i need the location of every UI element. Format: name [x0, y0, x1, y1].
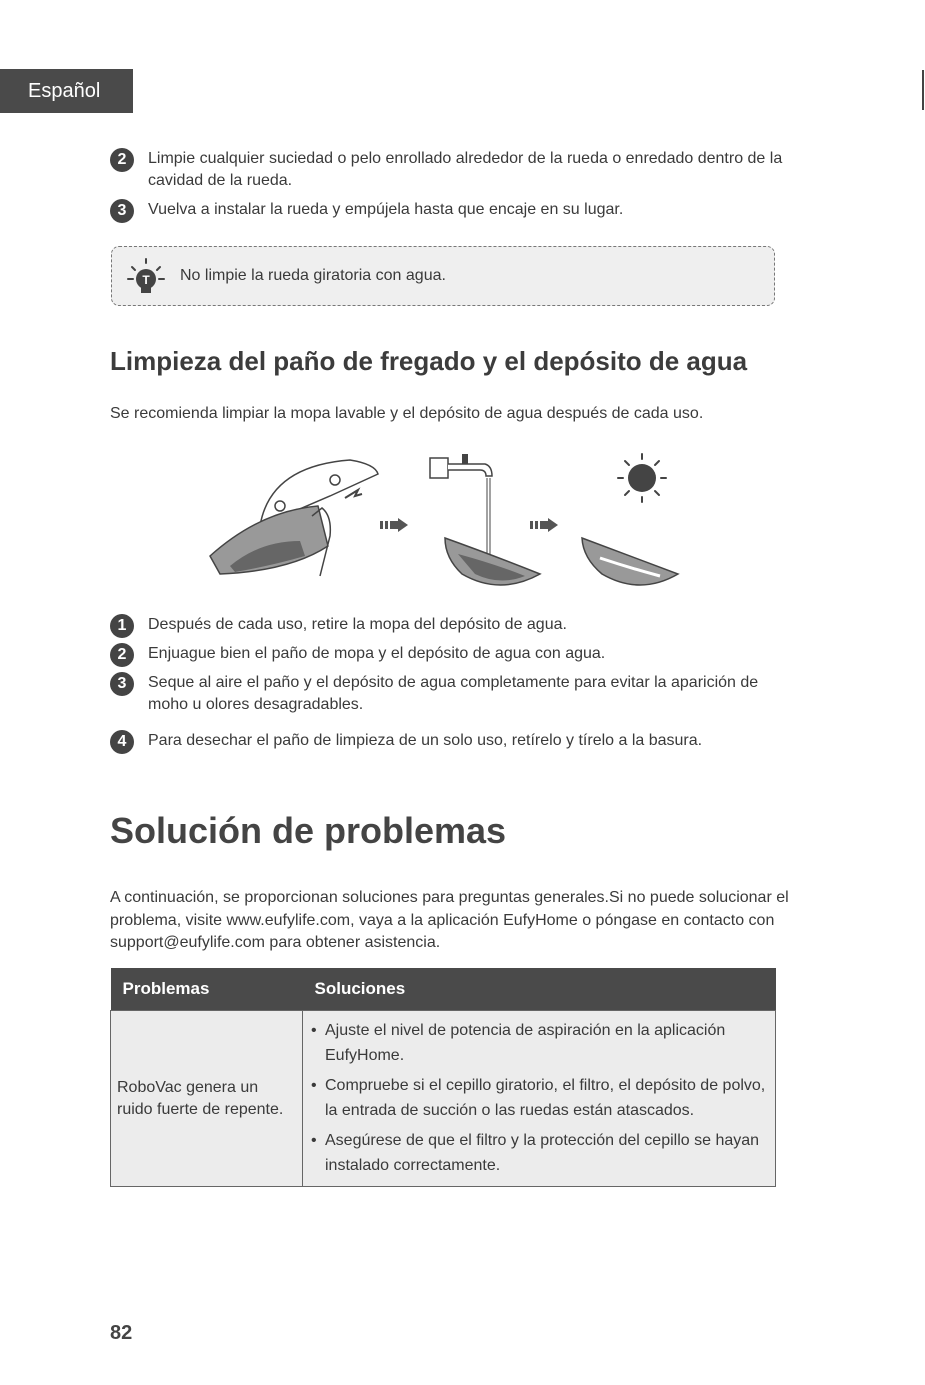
step-text: Vuelva a instalar la rueda y empújela hasta que encaje en su lugar.: [148, 201, 624, 218]
troubleshooting-heading: Solución de problemas: [110, 810, 507, 851]
table-row: [111, 1011, 776, 1187]
tip-box: [111, 246, 775, 306]
troubleshooting-intro: A continuación, se proporcionan soluciones para preguntas generales.Si no puede solucionar el problema, visite www.eufylife.com, vaya a la aplicación EufyHome o póngase en contacto con support@eufylife.com para obtener asistencia.: [110, 889, 789, 951]
column-header-problems: Problemas: [111, 968, 303, 1011]
mop-cleaning-illustration: [200, 446, 700, 598]
section-intro: Se recomienda limpiar la mopa lavable y el depósito de agua después de cada uso.: [110, 405, 704, 422]
step-text: Después de cada uso, retire la mopa del depósito de agua.: [148, 616, 567, 633]
step-text: Enjuague bien el paño de mopa y el depósito de agua con agua.: [148, 645, 606, 662]
problem-cell: RoboVac genera un ruido fuerte de repente.: [111, 1011, 303, 1187]
column-header-solutions: Soluciones: [303, 968, 776, 1011]
step-text: Para desechar el paño de limpieza de un solo uso, retírelo y tírelo a la basura.: [148, 732, 703, 749]
page-edge-marker: [922, 70, 924, 110]
section-heading: Limpieza del paño de fregado y el depósito de agua: [110, 346, 748, 376]
language-tab: Español: [0, 69, 133, 113]
step-item: [110, 148, 790, 192]
solution-item: • Ajuste el nivel de potencia de aspiración en la aplicación EufyHome.: [311, 1019, 767, 1068]
step-item: [110, 199, 790, 221]
solution-item: • Compruebe si el cepillo giratorio, el filtro, el depósito de polvo, la entrada de succión o las ruedas están atascados.: [311, 1074, 767, 1123]
step-number-badge: 4: [110, 730, 134, 754]
solutions-cell: [303, 1011, 776, 1187]
step-number-badge: 3: [110, 199, 134, 223]
step-item: [110, 614, 790, 636]
tip-text: No limpie la rueda giratoria con agua.: [180, 267, 446, 284]
page-number: 82: [110, 1322, 133, 1344]
step-item: [110, 643, 790, 665]
step-item: [110, 672, 790, 716]
troubleshooting-table: [110, 968, 776, 1187]
step-number-badge: 3: [110, 672, 134, 696]
svg-text:T: T: [142, 273, 150, 287]
step-text: Limpie cualquier suciedad o pelo enrollado alrededor de la rueda o enredado dentro de la cavidad de la rueda.: [148, 150, 783, 189]
step-number-badge: 2: [110, 643, 134, 667]
step-number-badge: 2: [110, 148, 134, 172]
step-item: [110, 730, 790, 752]
step-text: Seque al aire el paño y el depósito de agua completamente para evitar la aparición de moho u olores desagradables.: [148, 674, 759, 713]
table-header-row: [111, 968, 776, 1011]
lightbulb-icon: [126, 257, 166, 297]
solution-item: • Asegúrese de que el filtro y la protección del cepillo se hayan instalado correctamente.: [311, 1129, 767, 1178]
step-number-badge: 1: [110, 614, 134, 638]
